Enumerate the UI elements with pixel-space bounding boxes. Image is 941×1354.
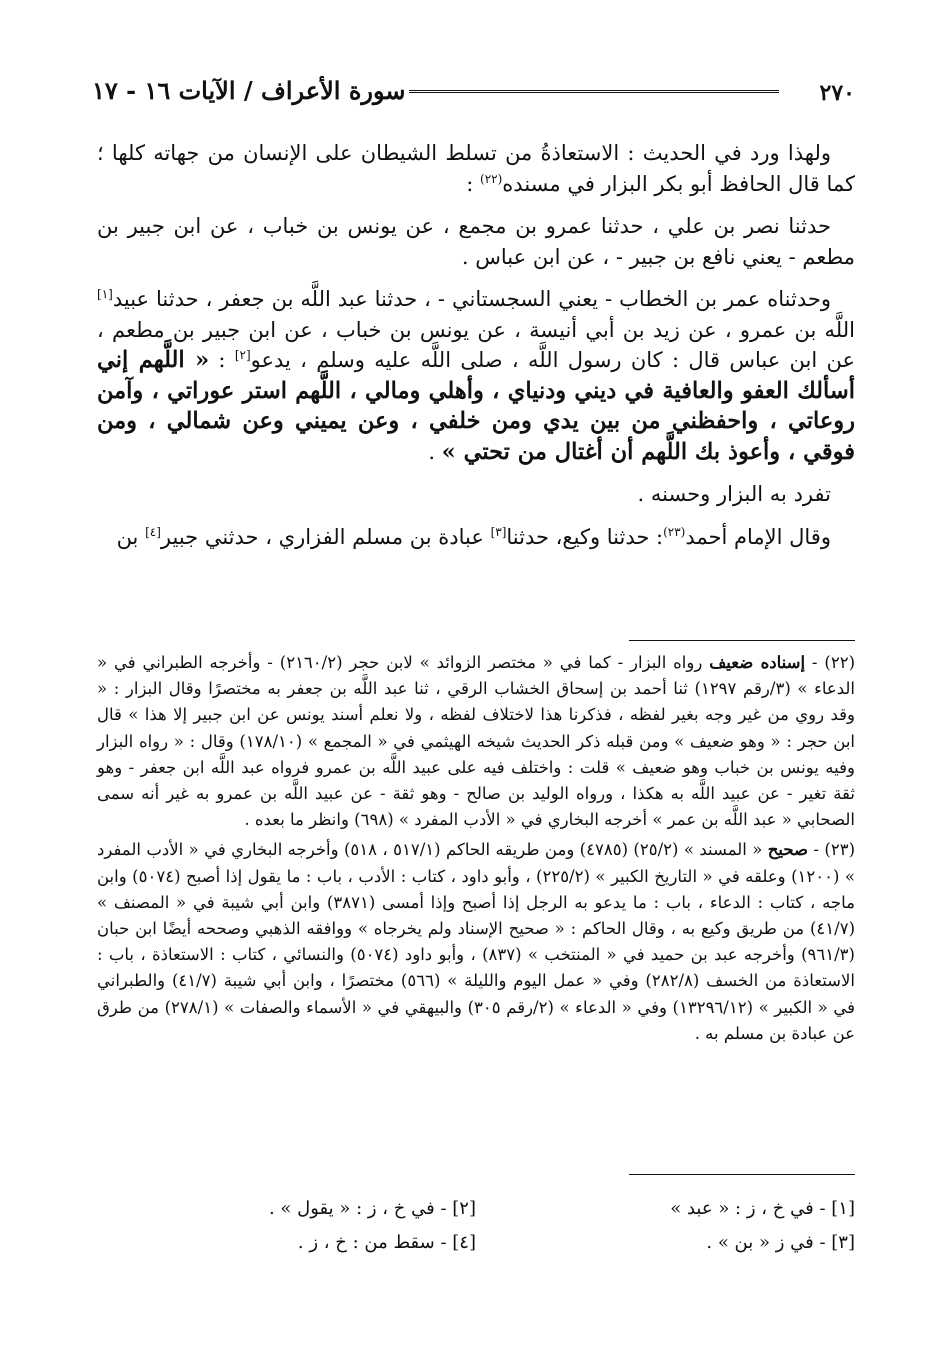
grade-label: صحيح bbox=[767, 840, 809, 860]
header-rule bbox=[409, 90, 779, 96]
page-header bbox=[92, 76, 855, 116]
footnote-separator bbox=[629, 640, 855, 641]
paragraph-2: حدثنا نصر بن علي ، حدثنا عمرو بن مجمع ، عن يونس بن خباب ، عن ابن جبير بن مطعم - يعني نافع بن جبير - ، عن ابن عباس . bbox=[97, 214, 855, 269]
footnotes bbox=[97, 650, 855, 1051]
footnote-ref-22: (٢٢) bbox=[480, 171, 503, 186]
main-text bbox=[97, 138, 855, 564]
footnote-22: (٢٢) - إسناده ضعيف رواه البزار - كما في « مختصر الزوائد » لابن حجر (٢١٦٠/٢) - وأخرجه الطبراني في « الدعاء » (٣/رقم ١٢٩٧) ثنا أحمد بن إسحاق الخشاب الرقي ، ثنا عبد اللَّه بن جعفر به مختصرًا وقال البزار : « وقد روي من غير وجه بغير لفظه ، فذكرنا هذا لاختلاف لفظه ، ولا نعلم أسند يونس عن ابن جبير إلا هذا » قال ابن حجر : « وهو ضعيف » ومن قبله ذكر الحديث شيخه الهيثمي في « المجمع » (١٧٨/١٠) وقال : « رواه البزار وفيه يونس بن خباب وهو ضعيف » قلت : واختلف فيه على عبيد اللَّه بن عمرو فرواه عبد اللَّه ابن جعفر - وهو ثقة تغير - عن عبيد اللَّه به هكذا ، ورواه الوليد بن صالح - وهو ثقة - عن عبيد اللَّه بن عمرو به غير أنه سمى الصحابي « عبد اللَّه بن عمر » أخرجه البخاري في « الأدب المفرد » (٦٩٨) وانظر ما بعده . bbox=[97, 653, 855, 830]
variant-2: [٢] - في خ ، ز : « يقول » . bbox=[268, 1198, 476, 1219]
variant-3: [٣] - في ز « بن » . bbox=[706, 1232, 855, 1253]
manuscript-variants bbox=[97, 1192, 855, 1260]
page-number: ٢٧٠ bbox=[819, 80, 855, 106]
variant-1: [١] - في خ ، ز : « عبد » bbox=[670, 1198, 855, 1219]
variant-4: [٤] - سقط من : خ ، ز . bbox=[297, 1232, 476, 1253]
running-title: سورة الأعراف / الآيات ١٦ - ١٧ bbox=[92, 76, 406, 105]
variants-separator bbox=[629, 1174, 855, 1175]
paragraph-4: تفرد به البزار وحسنه . bbox=[637, 482, 831, 506]
dua-text: « اللَّهم إني أسألك العفو والعافية في ديني ودنياي ، وأهلي ومالي ، اللَّهم استر عوراتي ، وآمن روعاتي ، واحفظني من بين يدي ومن خلفي ، وعن يميني وعن شمالي ، ومن فوقي ، وأعوذ بك اللَّهم أن أغتال من تحتي » bbox=[97, 347, 855, 465]
grade-label: إسناده ضعيف bbox=[709, 653, 806, 672]
variant-ref-1: [١] bbox=[97, 287, 113, 301]
paragraph-1: ولهذا ورد في الحديث : الاستعاذةُ من تسلط الشيطان على الإنسان من جهاته كلها ؛ كما قال الحافظ أبو بكر البزار في مسنده$^{(٢٢)}$ : bbox=[97, 141, 855, 196]
variant-ref-4: [٤] bbox=[145, 524, 161, 539]
footnote-ref-23: (٢٣) bbox=[663, 524, 686, 539]
paragraph-5: وقال الإمام أحمد$^{(٢٣)}$: حدثنا وكيع، حدثنا[٣] عبادة بن مسلم الفزاري ، حدثني جبير[٤] بن bbox=[116, 524, 831, 549]
variant-ref-3: [٣] bbox=[490, 524, 507, 539]
variant-ref-2: [٢] bbox=[234, 348, 251, 362]
paragraph-3: وحدثناه عمر بن الخطاب - يعني السجستاني - ، حدثنا عبد اللَّه بن جعفر ، حدثنا عبيد[١] اللَّه بن عمرو ، عن زيد بن أبي أنيسة ، عن يونس بن خباب ، عن ابن جبير بن مطعم ، عن ابن عباس قال : كان رسول اللَّه ، صلى اللَّه عليه وسلم ، يدعو[٢] : « اللَّهم إني أسألك العفو والعافية في ديني ودنياي ، وأهلي ومالي ، اللَّهم استر عوراتي ، وآمن روعاتي ، واحفظني من بين يدي ومن خلفي ، وعن يميني وعن شمالي ، ومن فوقي ، وأعوذ بك اللَّهم أن أغتال من تحتي » . bbox=[97, 287, 855, 465]
footnote-23: (٢٣) - صحيح « المسند » (٢٥/٢) (٤٧٨٥) ومن طريقه الحاكم (٥١٧/١ ، ٥١٨) وأخرجه البخاري في « الأدب المفرد » (١٢٠٠) وعلقه في « التاريخ الكبير » (٢٢٥/٢) ، وأبو داود ، كتاب : الأدب ، باب : ما يقول إذا أصبح (٥٠٧٤) وابن ماجه ، كتاب : الدعاء ، باب : ما يدعو به الرجل إذا أصبح وإذا أمسى (٣٨٧١) وابن أبي شيبة في « المصنف » (٤١/٧) من طريق وكيع به ، وقال الحاكم : « صحيح الإسناد ولم يخرجاه » ووافقه الذهبي وصححه أيضًا ابن حبان (٩٦١/٣) وأخرجه عبد بن حميد في « المنتخب » (٨٣٧) ، وأبو داود (٥٠٧٤) والنسائي ، كتاب : الاستعاذة ، باب : الاستعاذة من الخسف (٢٨٢/٨) وفي « عمل اليوم والليلة » (٥٦٦) مختصرًا ، وابن أبي شيبة (٤١/٧) والطبراني في « الكبير » (١٣٢٩٦/١٢) وفي « الدعاء » (٢/رقم ٣٠٥) والبيهقي في « الأسماء والصفات » (٢٧٨/١) من طرق عن عبادة بن مسلم به . bbox=[97, 840, 856, 1043]
